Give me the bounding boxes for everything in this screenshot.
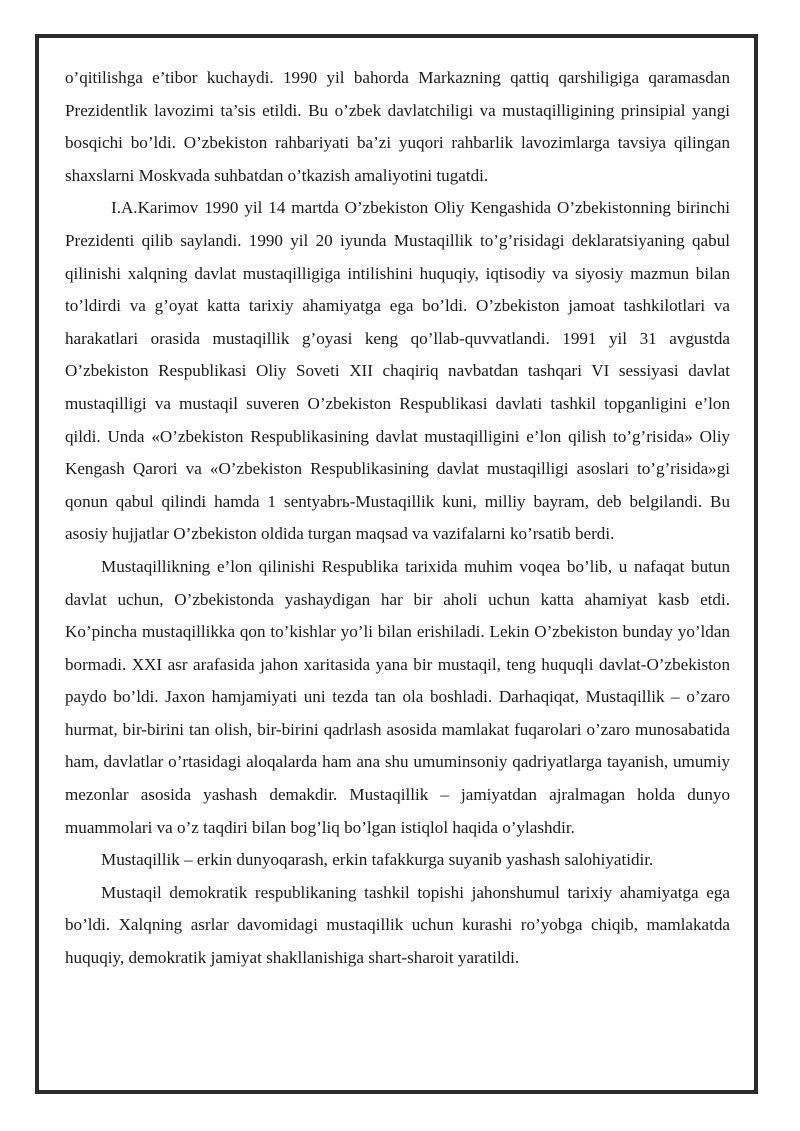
paragraph-5: Mustaqil demokratik respublikaning tashkil topishi jahonshumul tarixiy ahamiyatga ega bo’ldi. Xalqning asrlar davomidagi mustaqillik uchun kurashi ro’yobga chiqib, mamlakatda huquqiy, demokratik jamiyat shakllanishiga shart-sharoit yaratildi. bbox=[65, 882, 730, 968]
document-body bbox=[65, 62, 730, 975]
paragraph-2: I.A.Karimov 1990 yil 14 martda O’zbekiston Oliy Kengashida O’zbekistonning birinchi Prezidenti qilib saylandi. 1990 yil 20 iyunda Mustaqillik to’g’risidagi deklaratsiyaning qabul qilinishi xalqning davlat mustaqilligiga intilishini huquqiy, iqtisodiy va siyosiy mazmun bilan to’ldirdi va g’oyat katta tarixiy ahamiyatga ega bo’ldi. O’zbekiston jamoat tashkilotlari va harakatlari orasida mustaqillik g’oyasi keng qo’llab-quvvatlandi. 1991 yil 31 avgustda O’zbekiston Respublikasi Oliy Soveti XII chaqiriq navbatdan tashqari VI sessiyasi davlat mustaqilligi va mustaqil suveren O’zbekiston Respublikasi davlati tashkil topganligini e’lon qildi. Unda «O’zbekiston Respublikasining davlat mustaqilligini e’lon qilish to’g’risida» Oliy Kengash Qarori va «O’zbekiston Respublikasining davlat mustaqilligi asoslari to’g’risida»gi qonun qabul qilindi hamda 1 sentyabrь-Mustaqillik kuni, milliy bayram, deb belgilandi. Bu asosiy hujjatlar O’zbekiston oldida turgan maqsad va vazifalarni ko’rsatib berdi. bbox=[65, 198, 730, 544]
paragraph-1: o’qitilishga e’tibor kuchaydi. 1990 yil bahorda Markazning qattiq qarshiligiga qaramasdan Prezidentlik lavozimi ta’sis etildi. Bu o’zbek davlatchiligi va mustaqilligining prinsipial yangi bosqichi bo’ldi. O’zbekiston rahbariyati ba’zi yuqori rahbarlik lavozimlarga tavsiya qilingan shaxslarni Moskvada suhbatdan o’tkazish amaliyotini tugatdi. bbox=[65, 68, 730, 185]
paragraph-4: Mustaqillik – erkin dunyoqarash, erkin tafakkurga suyanib yashash salohiyatidir. bbox=[101, 850, 654, 870]
paragraph-3: Mustaqillikning e’lon qilinishi Respublika tarixida muhim voqea bo’lib, u nafaqat butun davlat uchun, O’zbekistonda yashaydigan har bir aholi uchun katta ahamiyat kasb etdi. Ko’pincha mustaqillikka qon to’kishlar yo’li bilan erishiladi. Lekin O’zbekiston bunday yo’ldan bormadi. XXI asr arafasida jahon xaritasida yana bir mustaqil, teng huquqli davlat-O’zbekiston paydo bo’ldi. Jaxon hamjamiyati uni tezda tan ola boshladi. Darhaqiqat, Mustaqillik – o’zaro hurmat, bir-birini tan olish, bir-birini qadrlash asosida mamlakat fuqarolari o’zaro munosabatida ham, davlatlar o’rtasidagi aloqalarda ham ana shu umuminsoniy qadriyatlarga tayanish, umumiy mezonlar asosida yashash demakdir. Mustaqillik – jamiyatdan ajralmagan holda dunyo muammolari va o’z taqdiri bilan bog’liq bo’lgan istiqlol haqida o’ylashdir. bbox=[65, 556, 730, 837]
